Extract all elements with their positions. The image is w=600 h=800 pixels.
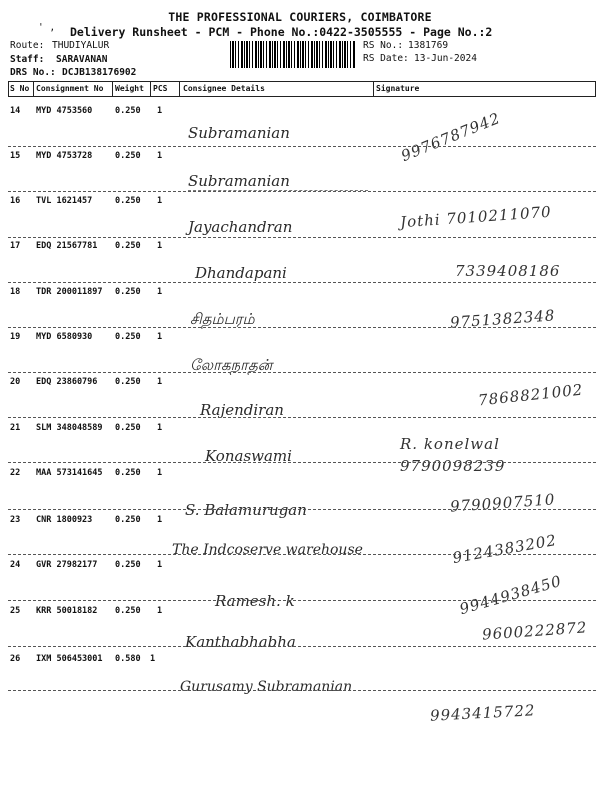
row-weight: 0.250 <box>115 287 141 297</box>
row-pcs: 1 <box>157 287 163 297</box>
row-weight: 0.250 <box>115 196 141 206</box>
row-divider <box>8 554 596 555</box>
row-sno: 14 <box>10 106 21 116</box>
row-sno: 23 <box>10 515 21 525</box>
tick-mark: ' , <box>38 22 56 33</box>
consignee-handwriting: Konaswami <box>205 447 292 465</box>
consignee-handwriting: Dhandapani <box>195 264 287 282</box>
col-header-pcs: PCS <box>153 84 168 93</box>
row-consignment: MYD 4753560 <box>36 106 93 116</box>
row-weight: 0.250 <box>115 560 141 570</box>
row-pcs: 1 <box>157 196 163 206</box>
row-divider <box>8 509 596 510</box>
row-pcs: 1 <box>157 332 163 342</box>
consignee-handwriting: சிதம்பரம் <box>190 310 255 328</box>
row-divider <box>8 600 596 601</box>
row-consignment: EDQ 23860796 <box>36 377 98 387</box>
row-divider <box>8 282 596 283</box>
row-weight: 0.250 <box>115 606 141 616</box>
row-consignment: MYD 6580930 <box>36 332 93 342</box>
consignee-handwriting: Jayachandran <box>188 218 293 236</box>
row-consignment: KRR 50018182 <box>36 606 98 616</box>
drs-value: DCJB138176902 <box>62 67 137 78</box>
col-divider <box>150 82 151 96</box>
consignee-handwriting: Ramesh. k <box>215 592 295 610</box>
row-weight: 0.580 <box>115 654 141 664</box>
row-sno: 16 <box>10 196 21 206</box>
row-divider <box>8 146 596 147</box>
signature-handwriting: 9600222872 <box>481 618 588 644</box>
row-divider <box>8 327 596 328</box>
row-weight: 0.250 <box>115 515 141 525</box>
row-consignment: TVL 1621457 <box>36 196 93 206</box>
route-value: THUDIYALUR <box>52 40 110 51</box>
row-divider <box>8 646 596 647</box>
row-pcs: 1 <box>157 515 163 525</box>
row-sno: 19 <box>10 332 21 342</box>
rs-no-label: RS No.: <box>363 40 404 51</box>
drs-label: DRS No.: <box>10 67 56 78</box>
signature-handwriting: 9751382348 <box>449 306 556 332</box>
row-weight: 0.250 <box>115 106 141 116</box>
row-pcs: 1 <box>157 106 163 116</box>
signature-handwriting: 9124383202 <box>451 530 559 568</box>
row-pcs: 1 <box>157 151 163 161</box>
row-divider <box>8 417 596 418</box>
col-header-consignment: Consignment No <box>36 84 104 93</box>
signature-handwriting: 7868821002 <box>477 380 585 410</box>
row-consignment: GVR 27982177 <box>36 560 98 570</box>
row-weight: 0.250 <box>115 151 141 161</box>
row-pcs: 1 <box>157 560 163 570</box>
col-header-sno: S No <box>10 84 30 93</box>
row-consignment: SLM 348048589 <box>36 423 103 433</box>
signature-handwriting: Jothi 7010211070 <box>399 202 553 232</box>
row-sno: 25 <box>10 606 21 616</box>
row-sno: 17 <box>10 241 21 251</box>
row-consignment: MAA 573141645 <box>36 468 103 478</box>
row-consignment: CNR 1800923 <box>36 515 93 525</box>
consignee-handwriting: Subramanian <box>188 172 290 190</box>
row-weight: 0.250 <box>115 332 141 342</box>
signature-handwriting: 9944938450 <box>457 571 564 619</box>
staff-value: SARAVANAN <box>56 54 108 65</box>
route-label: Route: <box>10 40 45 51</box>
col-divider <box>179 82 180 96</box>
rs-no-value: 1381769 <box>408 40 449 51</box>
row-sno: 26 <box>10 654 21 664</box>
rs-date-value: 13-Jun-2024 <box>414 53 477 64</box>
consignee-handwriting: Rajendiran <box>200 401 284 419</box>
consignee-handwriting: Gurusamy Subramanian <box>180 679 353 695</box>
staff-label: Staff: <box>10 54 45 65</box>
col-header-weight: Weight <box>115 84 144 93</box>
row-pcs: 1 <box>157 377 163 387</box>
col-divider <box>8 82 9 96</box>
row-divider <box>8 237 596 238</box>
col-divider <box>33 82 34 96</box>
row-consignment: MYD 4753728 <box>36 151 93 161</box>
signature-handwriting: 9976787942 <box>398 108 503 166</box>
row-sno: 18 <box>10 287 21 297</box>
consignee-handwriting: லோகநாதன் <box>190 356 273 374</box>
table-top-border <box>8 81 596 82</box>
consignee-handwriting: The Indcoserve warehouse <box>172 542 363 558</box>
row-pcs: 1 <box>157 241 163 251</box>
row-divider <box>8 372 596 373</box>
row-weight: 0.250 <box>115 468 141 478</box>
row-pcs: 1 <box>157 423 163 433</box>
row-pcs: 1 <box>157 468 163 478</box>
consignee-handwriting: Subramanian <box>188 124 290 142</box>
row-sno: 24 <box>10 560 21 570</box>
col-divider <box>112 82 113 96</box>
signature-handwriting: 9790907510 <box>449 490 556 516</box>
consignee-handwriting: S. Balamurugan <box>185 501 307 519</box>
row-weight: 0.250 <box>115 377 141 387</box>
barcode <box>230 41 356 68</box>
row-consignment: EDQ 21567781 <box>36 241 98 251</box>
row-divider <box>8 462 596 463</box>
col-divider <box>595 82 596 96</box>
row-consignment: TDR 200011897 <box>36 287 103 297</box>
col-header-consignee: Consignee Details <box>183 84 265 93</box>
signature-handwriting: 7339408186 <box>455 262 561 280</box>
signature-handwriting: R. konelwal 9790098239 <box>400 435 506 475</box>
row-pcs: 1 <box>150 654 156 664</box>
table-header-border <box>8 96 596 97</box>
consignee-handwriting: Kanthabhabha <box>185 633 296 651</box>
row-divider <box>8 690 596 691</box>
row-pcs: 1 <box>157 606 163 616</box>
col-header-signature: Signature <box>376 84 420 93</box>
row-weight: 0.250 <box>115 423 141 433</box>
row-sno: 22 <box>10 468 21 478</box>
row-consignment: IXM 506453001 <box>36 654 103 664</box>
runsheet-subtitle: Delivery Runsheet - PCM - Phone No.:0422-3505555 - Page No.:2 <box>70 25 493 39</box>
company-title: THE PROFESSIONAL COURIERS, COIMBATORE <box>168 10 432 24</box>
signature-handwriting: 9943415722 <box>429 701 536 725</box>
row-sno: 20 <box>10 377 21 387</box>
row-weight: 0.250 <box>115 241 141 251</box>
row-sno: 21 <box>10 423 21 433</box>
rs-date-label: RS Date: <box>363 53 409 64</box>
col-divider <box>373 82 374 96</box>
row-divider <box>8 191 596 192</box>
row-sno: 15 <box>10 151 21 161</box>
